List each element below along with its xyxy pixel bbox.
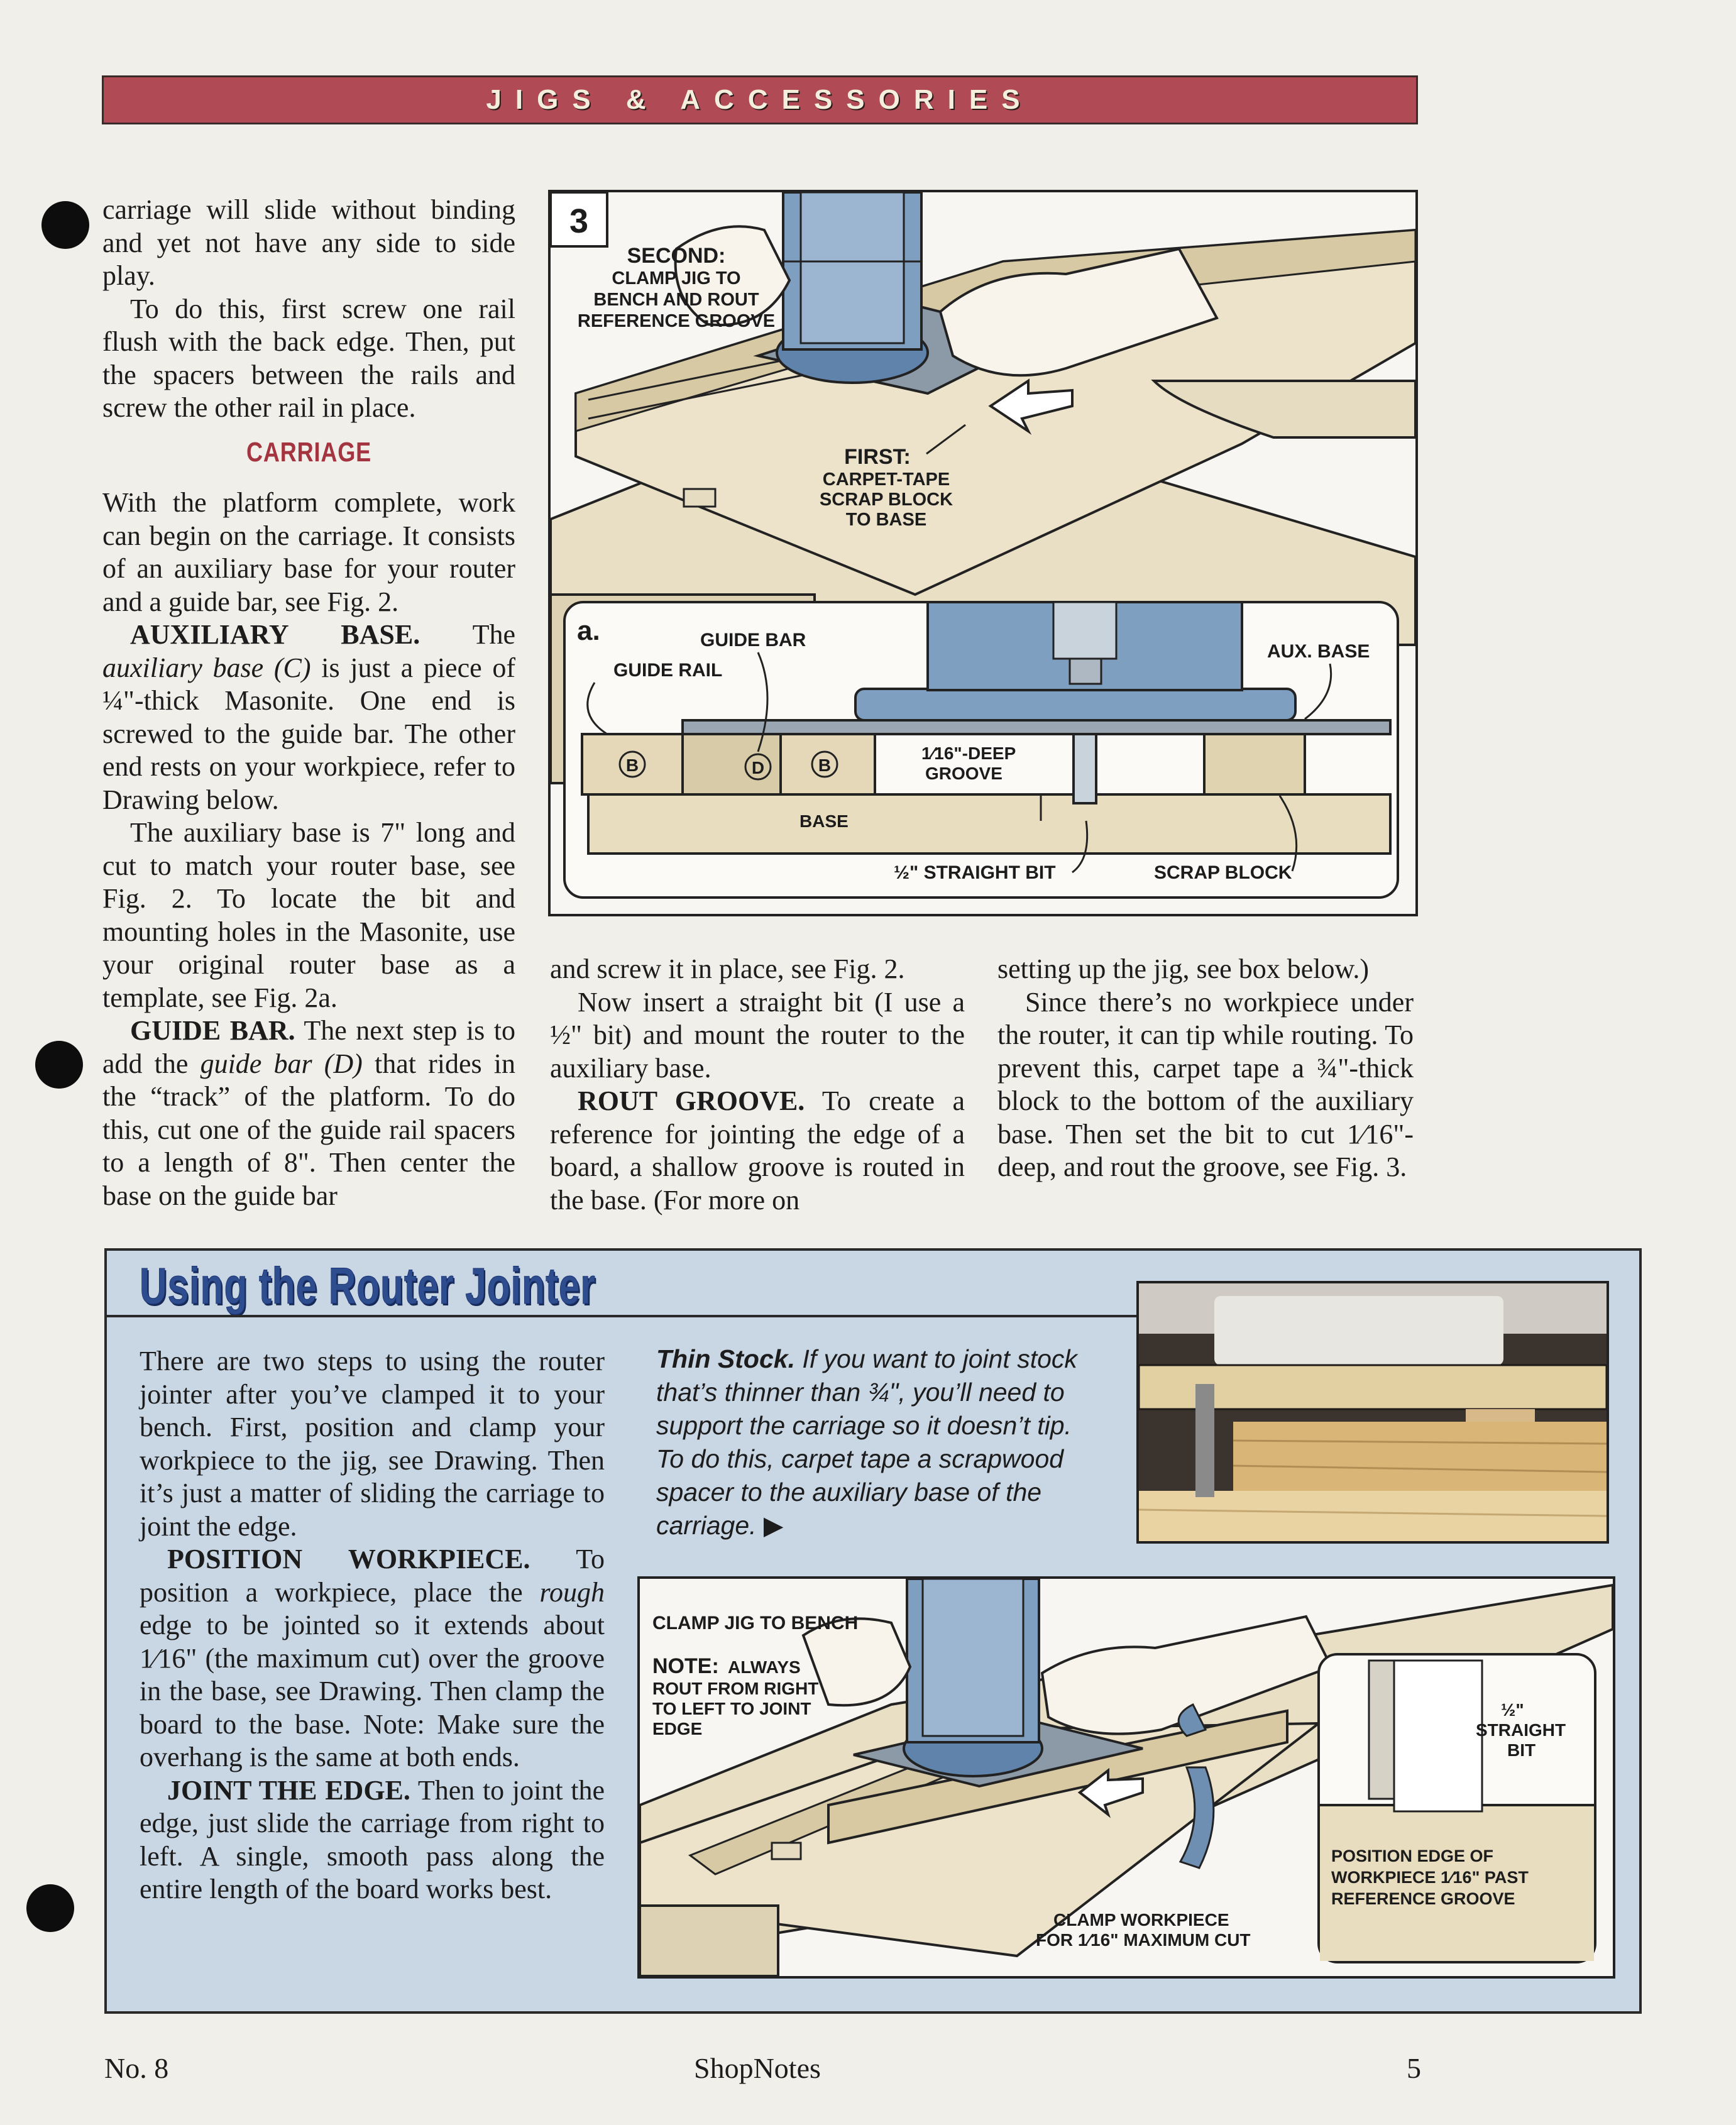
label-note: EDGE <box>652 1719 703 1738</box>
label-note: ROUT FROM RIGHT <box>652 1679 819 1698</box>
paragraph: and screw it in place, see Fig. 2. <box>550 953 905 984</box>
jointer-drawing <box>637 1576 1615 1979</box>
binder-hole-middle <box>35 1041 83 1089</box>
paragraph: The auxiliary base is 7" long and cut to match your router base, see Fig. 2. To locate the bit and mounting holes in the Masonite, use your original router base as a template, see Fig. 2a. <box>102 817 515 1013</box>
label-note: TO LEFT TO JOINT <box>652 1699 811 1718</box>
label-groove: GROOVE <box>925 764 1003 783</box>
label-note-lead: NOTE: <box>652 1654 719 1678</box>
label-inset-position: WORKPIECE 1⁄16" PAST <box>1331 1868 1529 1887</box>
detail-router-base <box>855 689 1295 720</box>
paragraph: setting up the jig, see box below.) <box>997 953 1370 984</box>
label-inset-bit: STRAIGHT <box>1476 1720 1566 1740</box>
label-first-title: FIRST: <box>844 445 911 469</box>
label-base: BASE <box>799 811 849 831</box>
footer-page-number: 5 <box>1407 2052 1421 2084</box>
figure-3-drawing <box>551 192 1415 914</box>
paragraph: carriage will slide without binding and yet not have any side to side play. <box>102 194 515 291</box>
text-column-3 <box>997 953 1414 1184</box>
paragraph: ROUT GROOVE. To create a reference for jointing the edge of a board, a shallow groove is routed in the base. (For more on <box>550 1085 965 1216</box>
section-header-title: JIGS & ACCESSORIES <box>486 84 1034 115</box>
paragraph: There are two steps to using the router jointer after you’ve clamped it to your bench. First, position and clamp your workpiece to the jig, see Drawing. Then it’s just a matter of sliding the carriage to joint the edge. <box>140 1346 605 1542</box>
label-second: CLAMP JIG TO <box>612 268 741 288</box>
label-second: REFERENCE GROOVE <box>577 311 776 331</box>
label-guide-rail: GUIDE RAIL <box>613 660 723 681</box>
paragraph: Now insert a straight bit (I use a ½" bit) and mount the router to the auxiliary base. <box>550 986 965 1084</box>
label-first: SCRAP BLOCK <box>819 490 953 510</box>
label-inset-position: REFERENCE GROOVE <box>1331 1889 1515 1908</box>
jointer-drawing-art <box>640 1579 1613 1976</box>
figure-3 <box>548 190 1418 916</box>
run-in-head: ROUT GROOVE. <box>578 1085 805 1116</box>
label-clamp-workpiece: FOR 1⁄16" MAXIMUM CUT <box>1036 1930 1251 1950</box>
binder-hole-bottom <box>26 1884 74 1932</box>
label-aux-base: AUX. BASE <box>1267 641 1370 662</box>
footer-issue: No. 8 <box>104 2052 169 2084</box>
scrap-block <box>684 489 715 507</box>
paragraph: To do this, first screw one rail flush with the back edge. Then, put the spacers between the rails and screw the other rail in place. <box>102 293 515 423</box>
label-inset-bit: BIT <box>1507 1740 1536 1760</box>
section-header <box>102 75 1418 124</box>
caption-arrow-icon: ▶ <box>763 1511 784 1540</box>
part-d-label: D <box>751 758 765 777</box>
photo-caption: Thin Stock. If you want to joint stock that’s thinner than ¾", you’ll need to support the carriage so it doesn’t tip. To do this, carpet tape a scrapwood spacer to the auxiliary base of the carriage. ▶ <box>656 1344 1077 1540</box>
paragraph: With the platform complete, work can begin on the carriage. It consists of an auxiliary base for your router and a guide bar, see Fig. 2. <box>102 487 515 617</box>
label-first: TO BASE <box>845 510 927 530</box>
run-in-head: POSITION WORKPIECE. <box>167 1544 530 1574</box>
part-b-label: B <box>818 755 832 775</box>
label-inset-bit: ½" <box>1501 1700 1524 1720</box>
photo-image <box>1139 1283 1607 1541</box>
label-first: CARPET-TAPE <box>822 469 950 490</box>
box-title: Using the Router Jointer <box>140 1258 596 1315</box>
photo-thin-stock <box>1136 1281 1609 1544</box>
label-second: BENCH AND ROUT <box>593 290 759 310</box>
figure-number: 3 <box>569 202 589 240</box>
part-b-label: B <box>625 755 639 775</box>
detail-scrap-block <box>1204 734 1305 794</box>
detail-bit <box>1074 734 1096 803</box>
paragraph: AUXILIARY BASE. The auxiliary base (C) is just a piece of ¼"-thick Masonite. One end is screwed to the guide bar. The other end rests on your workpiece, refer to Drawing below. <box>102 619 515 815</box>
detail-guide-bar <box>683 734 781 794</box>
paragraph: JOINT THE EDGE. Then to joint the edge, just slide the carriage from right to left. A single, smooth pass along the entire length of the board works best. <box>140 1774 605 1904</box>
box-text-column <box>140 1345 605 1906</box>
run-in-head: GUIDE BAR. <box>130 1015 295 1046</box>
label-note: ALWAYS <box>728 1657 801 1677</box>
detail-base <box>588 794 1390 854</box>
label-scrap-block: SCRAP BLOCK <box>1154 862 1292 883</box>
section-heading-carriage: CARRIAGE <box>246 436 372 468</box>
binder-hole-top <box>41 201 89 249</box>
paragraph: Since there’s no workpiece under the router, it can tip while routing. To prevent this, carpet tape a ¾"-thick block to the bottom of the auxiliary base. Then set the bit to cut 1⁄16"-deep, and rout the groove, see Fig. 3. <box>997 986 1414 1182</box>
run-in-head: AUXILIARY BASE. <box>130 619 420 650</box>
run-in-head: JOINT THE EDGE. <box>167 1774 410 1806</box>
detail-aux-base <box>683 720 1390 734</box>
paragraph: GUIDE BAR. The next step is to add the guide bar (D) that rides in the “track” of the platform. To do this, cut one of the guide rail spacers to a length of 8". Then center the base on the guide bar <box>102 1015 515 1211</box>
label-clamp-jig: CLAMP JIG TO BENCH <box>652 1613 859 1634</box>
label-guide-bar: GUIDE BAR <box>700 630 806 651</box>
label-second-title: SECOND: <box>627 244 726 268</box>
label-bit: ½" STRAIGHT BIT <box>894 862 1056 883</box>
caption-lead: Thin Stock. <box>656 1344 795 1373</box>
title-rule <box>107 1315 1138 1317</box>
text-column-2 <box>550 953 965 1217</box>
label-groove: 1⁄16"-DEEP <box>921 744 1016 763</box>
text-column-1 <box>102 194 515 1212</box>
footer-magazine: ShopNotes <box>694 2052 821 2084</box>
label-inset-position: POSITION EDGE OF <box>1331 1847 1494 1865</box>
label-clamp-workpiece: CLAMP WORKPIECE <box>1053 1910 1229 1930</box>
detail-letter: a. <box>577 615 600 646</box>
paragraph: POSITION WORKPIECE. To position a workpiece, place the rough edge to be jointed so it extends about 1⁄16" (the maximum cut) over the groove in the base, see Drawing. Then clamp the board to the base. Note: Make sure the overhang is the same at both ends. <box>140 1544 605 1772</box>
